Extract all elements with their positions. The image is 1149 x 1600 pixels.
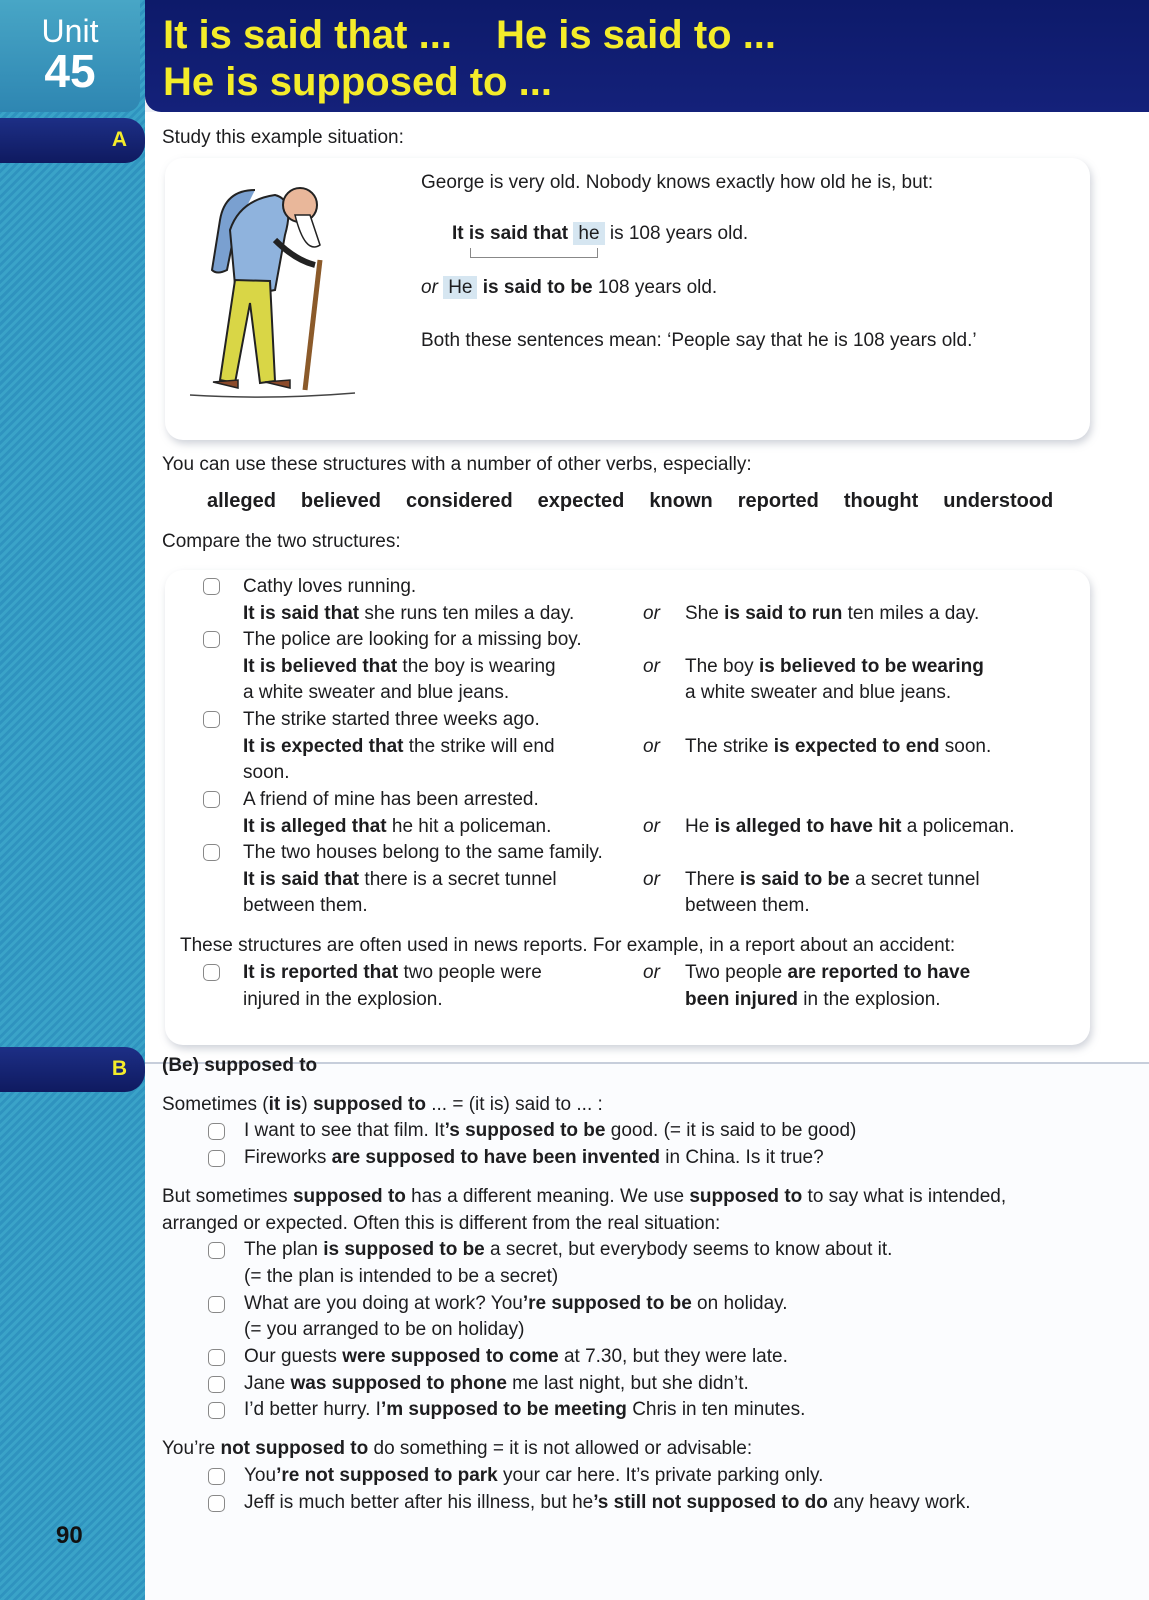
bold-run: were supposed to come [342,1346,559,1368]
bold-run: is said to run [724,602,843,624]
list-item-text [244,1239,892,1287]
title-3: He is supposed to ... [163,60,552,104]
bold-run: It is believed that [243,655,398,677]
bold-run: It is expected that [243,735,404,757]
list-item [244,1490,1149,1517]
title-1: It is said that ... [163,13,452,57]
text-run: The strike [685,735,774,757]
example-card [165,158,1090,440]
list-item-text [244,1293,788,1341]
compare-card [165,570,1090,1045]
compare-context: The two houses belong to the same family. [243,842,603,863]
old-man-illustration-icon [185,170,365,410]
example-line-2 [452,221,748,248]
list-item [244,1463,1149,1490]
checkbox-icon [203,964,220,981]
unit-badge [0,0,140,112]
compare-right [685,867,980,920]
checkbox-icon [208,1123,225,1140]
text-run: ) [301,1093,313,1115]
checkbox-icon [203,791,220,808]
text-run: I want to see that film. It [244,1120,445,1142]
bold-run: are reported to have been injured [685,962,971,1010]
checkbox-icon [208,1242,225,1259]
text-run: a secret, but everybody seems to know about it. (= the plan is intended to be a secret) [244,1239,893,1287]
text-run: Fireworks [244,1147,332,1169]
highlight-run: He [443,276,477,299]
text-run: has a different meaning. We use [405,1185,690,1207]
paragraph [162,1436,1149,1463]
section-b-content [0,1053,1149,1516]
text-run: she runs ten miles a day. [359,602,575,624]
text-run: he hit a policeman. [386,815,552,837]
text-run: Jeff is much better after his illness, but he [244,1491,594,1513]
verbs-intro: You can use these structures with a number of other verbs, especially: [162,454,752,475]
compare-left [243,601,643,628]
checkbox-icon [208,1402,225,1419]
checkbox-icon [208,1376,225,1393]
bold-run: It is said that [452,223,569,244]
list-item-text [244,1492,970,1513]
connector-line [470,248,598,258]
text-run: is 108 years old. [604,223,749,244]
text-run: in China. Is it true? [660,1147,824,1169]
bold-run: is expected to end [773,735,940,757]
text-run: The plan [244,1239,324,1261]
checkbox-icon [203,578,220,595]
section-b-title [162,1053,1149,1080]
compare-left [243,734,643,787]
checkbox-icon [208,1495,225,1512]
example-line-4: Both these sentences mean: ‘People say that he is 108 years old.’ [421,330,977,351]
text-run: a policeman. [901,815,1015,837]
text-run: You’re [162,1438,221,1460]
bold-run: supposed to [292,1185,406,1207]
news-intro: These structures are often used in news reports. For example, in a report about an accident: [180,935,956,956]
unit-number: 45 [44,45,96,97]
list-item [244,1397,1149,1424]
text-run: What are you doing at work? You [244,1292,523,1314]
text-run: the boy is wearing a white sweater and blue jeans. [243,655,556,704]
checkbox-icon [208,1150,225,1167]
compare-right [685,960,970,1013]
bold-run: is alleged to have hit [714,815,902,837]
text-run: there is a secret tunnel between them. [243,868,557,917]
list-item [244,1145,1149,1172]
highlight-run: he [573,222,604,245]
or-label: or [643,868,660,890]
section-b-tab: B [0,1047,145,1092]
text-run: ten miles a day. [842,602,980,624]
bold-run: is believed to be wearing [758,655,984,677]
text-run: a secret tunnel between them. [685,868,980,917]
text-run: your car here. It’s private parking only. [497,1464,824,1486]
list-1 [0,1118,1149,1171]
text-run: the strike will end soon. [243,735,555,784]
list-item-text [244,1346,788,1367]
bold-run: It is reported that [243,962,399,983]
verbs-list [207,490,1053,513]
bold-run: is said to be [482,277,593,298]
bold-run: It is said that [243,602,360,624]
text-run: at 7.30, but they were late. [558,1346,788,1368]
list-item-text [244,1147,824,1168]
text-run: Two people [685,962,788,983]
or-label: or [643,962,660,983]
list-item-text [244,1399,805,1420]
text-run: Chris in ten minutes. [626,1399,806,1421]
list-item-text [244,1465,823,1486]
text-run: There [685,868,740,890]
text-run: soon. [939,735,992,757]
text-run: She [685,602,725,624]
bold-run: ’s supposed to be [444,1120,606,1142]
checkbox-icon [203,631,220,648]
bold-run: not supposed to [220,1438,369,1460]
text-run: do something = it is not allowed or advisable: [368,1438,753,1460]
checkbox-icon [203,844,220,861]
compare-right [685,601,979,628]
list-item [244,1291,1149,1344]
compare-context: The police are looking for a missing boy. [243,629,582,650]
bold-run: ’m supposed to be meeting [380,1399,627,1421]
list-item-text [244,1373,749,1394]
text-run: He [685,815,715,837]
page-number: 90 [56,1522,83,1549]
checkbox-icon [208,1296,225,1313]
example-line-3 [421,275,717,302]
bold-run: is said to be [739,868,850,890]
compare-intro: Compare the two structures: [162,531,401,552]
list-item [244,1371,1149,1398]
text-run: Jane [244,1372,291,1394]
title-2: He is said to ... [495,13,777,57]
compare-left [243,814,643,841]
verb: expected [537,490,625,512]
compare-left [243,867,643,920]
bold-run: supposed to [312,1093,426,1115]
list-item [244,1344,1149,1371]
unit-word: Unit [41,13,99,49]
bold-run: are supposed to have been invented [331,1147,660,1169]
text-run: The boy [685,655,759,677]
compare-context: The strike started three weeks ago. [243,709,540,730]
text-run: Our guests [244,1346,343,1368]
text-run: good. (= it is said to be good) [605,1120,857,1142]
text-run: two people were injured in the explosion. [243,962,542,1010]
text-run: any heavy work. [827,1491,971,1513]
or-label: or [643,735,660,757]
bold-run: ’re supposed to be [522,1292,692,1314]
or-label: or [643,655,660,677]
text-run: in the explosion. [797,988,941,1010]
verb: thought [843,490,919,512]
checkbox-icon [208,1349,225,1366]
verb: known [649,490,713,512]
compare-right [685,814,1014,841]
text-run: a white sweater and blue jeans. [685,682,952,704]
checkbox-icon [208,1468,225,1485]
text-run: You [244,1464,277,1486]
paragraph [162,1092,1149,1119]
bold-run: supposed to [689,1185,803,1207]
compare-left [243,960,643,1013]
list-item [244,1237,1149,1290]
list-item-text [244,1120,856,1141]
compare-right [685,654,984,707]
text-run: ... = (it is) said to ... : [425,1093,603,1115]
verb: alleged [207,490,276,512]
compare-left [243,654,643,707]
bold-run: It is said that [243,868,360,890]
example-line-1: George is very old. Nobody knows exactly how old he is, but: [421,172,934,193]
text-run: But sometimes [162,1185,293,1207]
compare-context: Cathy loves running. [243,576,417,597]
verb: believed [300,490,381,512]
verb: reported [737,490,819,512]
bold-run: was supposed to phone [290,1372,507,1394]
text-run: 108 years old. [592,277,718,298]
list-3 [0,1463,1149,1516]
bold-run: It is alleged that [243,815,387,837]
bold-run: (Be) supposed to [162,1055,318,1076]
page-title [145,0,1149,112]
compare-right [685,734,991,761]
section-a-tab: A [0,118,145,163]
verb: understood [943,490,1054,512]
bold-run: ’s still not supposed to do [593,1491,828,1513]
verb: considered [405,490,513,512]
section-a-intro: Study this example situation: [162,127,404,148]
or-label: or [643,815,660,837]
list-2 [0,1237,1149,1424]
checkbox-icon [203,711,220,728]
paragraph [162,1184,1149,1237]
list-item [244,1118,1149,1145]
text-run: Sometimes ( [162,1093,269,1115]
bold-run: ’re not supposed to park [276,1464,498,1486]
text-run: to say what is intended, arranged or expected. Often this is different from the real situation: [162,1185,1007,1234]
text-run: on holiday. (= you arranged to be on holiday) [244,1292,788,1341]
bold-run: is supposed to be [323,1239,485,1261]
italic-run: or [421,277,438,298]
text-run: me last night, but she didn’t. [506,1372,749,1394]
or-label: or [643,602,660,624]
text-run: I’d better hurry. I [244,1399,381,1421]
bold-run: it is [268,1093,302,1115]
compare-context: A friend of mine has been arrested. [243,789,539,810]
